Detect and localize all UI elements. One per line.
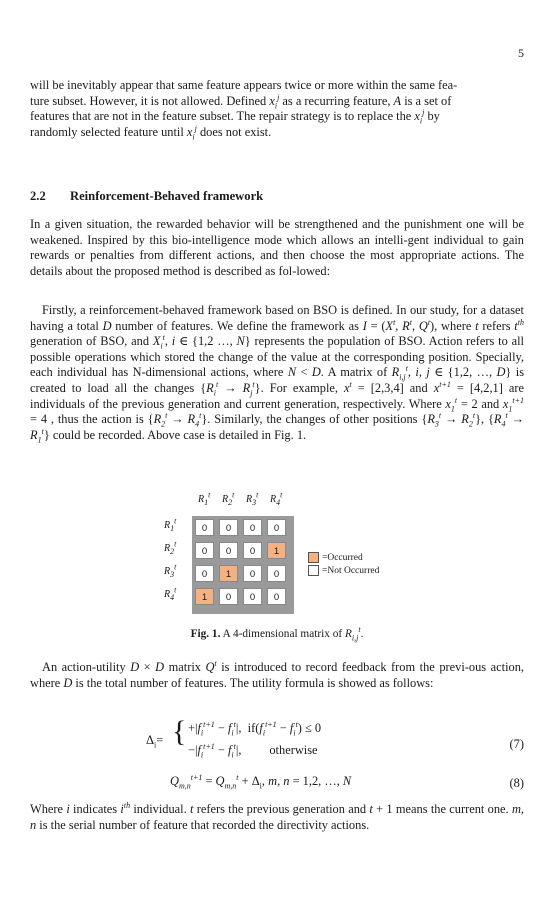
column-header-3: $R_3^t$ bbox=[246, 490, 259, 507]
equation-8: $Q_{m,n}^{t+1} = Q_{m,n}^t + \Delta_i$, m, n = 1,2, …, N bbox=[170, 772, 352, 791]
matrix-cell: 1 bbox=[219, 565, 238, 582]
column-header-1: $R_1^t$ bbox=[198, 490, 211, 507]
matrix-cell: 0 bbox=[195, 519, 214, 536]
matrix-cell: 1 bbox=[267, 542, 286, 559]
row-header-1: $R_1^t$ bbox=[164, 516, 177, 533]
matrix-cell: 0 bbox=[267, 565, 286, 582]
paragraph-framework: Firstly, a reinforcement-behaved framework based on BSO is defined. In our study, for a dataset having a total D number of features. We define the framework as $I = (X^t$, $R^t$, $Q^t$), where t refers $t^{th}$ generation of BSO, and $X_i^t$, i ∈ {1,2 …, N} represents the population of BSO. Action refers to all possible operations which stored the change of the value at the corresponding position. Specially, each individual has N-dimensional actions, where N < D. A matrix of $R_{i,j}^t$, i, j ∈ {1,2, …, D} is created to load all the changes $\{R_i^t \to R_j^t\}$. For example, $x^t = [2,3,4]$ and $x^{t+1} = [4,2,1]$ are individuals of the previous generation and current generation, respectively. Where $x_1^t = 2$ and $x_1^{t+1} = 4$ , thus the action is $\{R_2^t \to R_4^t\}$. Similarly, the changes of other positions $\{R_3^t \to R_2^t\}$, $\{R_4^t \to R_1^t\}$ could be recorded. Above case is detailed in Fig. 1. bbox=[30, 303, 525, 445]
matrix-cell: 0 bbox=[243, 565, 262, 582]
paragraph-intro: In a given situation, the rewarded behavior will be strengthened and the punishment one will be weakened. Inspired by this bio-intelligence mode which allows an intelli-gent individual to gain rewards or penalties from different actions, and then choose the most appropriate actions. The details about the proposed method is described as fol-lowed: bbox=[30, 217, 524, 278]
matrix-cell: 0 bbox=[195, 542, 214, 559]
row-header-2: $R_2^t$ bbox=[164, 539, 177, 556]
row-header-4: $R_4^t$ bbox=[164, 585, 177, 602]
matrix-cell: 0 bbox=[243, 588, 262, 605]
figure-caption: Fig. 1. A 4-dimensional matrix of $R_{i,j}^t$. bbox=[190, 625, 364, 643]
legend-not-occurred-label: =Not Occurred bbox=[322, 565, 380, 576]
matrix-grid bbox=[192, 516, 294, 614]
legend-not-occurred-swatch bbox=[308, 565, 319, 576]
legend-occurred-label: =Occurred bbox=[322, 552, 363, 563]
matrix-cell: 0 bbox=[219, 588, 238, 605]
row-header-3: $R_3^t$ bbox=[164, 562, 177, 579]
matrix-cell: 0 bbox=[243, 519, 262, 536]
paragraph-repair: will be inevitably appear that same feature appears twice or more within the same fea- ture subset. However, it is not allowed. Defined $x_i^j$ as a recurring feature, A is a set of features that are not in the feature subset. The repair strategy is to replace the $x_i^j$ by randomly selected feature until $x_i^j$ does not exist. bbox=[30, 78, 458, 142]
matrix-cell: 0 bbox=[195, 565, 214, 582]
matrix-cell: 0 bbox=[267, 588, 286, 605]
section-heading: 2.2 Reinforcement-Behaved framework bbox=[30, 189, 264, 203]
matrix-cell: 0 bbox=[243, 542, 262, 559]
matrix-cell: 0 bbox=[219, 519, 238, 536]
column-header-2: $R_2^t$ bbox=[222, 490, 235, 507]
matrix-cell: 1 bbox=[195, 588, 214, 605]
matrix-cell: 0 bbox=[219, 542, 238, 559]
page-number: 5 bbox=[518, 46, 524, 60]
paragraph-where: Where i indicates $i^{th}$ individual. t refers the previous generation and t + 1 means the current one. m, n is the serial number of feature that recorded the directivity actions. bbox=[30, 800, 525, 832]
paragraph-utility: An action-utility D × D matrix $Q^t$ is introduced to record feedback from the previ-ous action, where D is the total number of features. The utility formula is showed as follows: bbox=[30, 658, 525, 690]
matrix-cell: 0 bbox=[267, 519, 286, 536]
legend bbox=[308, 551, 379, 577]
figure-matrix bbox=[158, 490, 418, 614]
legend-occurred-swatch bbox=[308, 552, 319, 563]
equation-8-number: (8) bbox=[509, 776, 524, 790]
column-header-4: $R_4^t$ bbox=[270, 490, 283, 507]
equation-7-number: (7) bbox=[509, 737, 524, 751]
